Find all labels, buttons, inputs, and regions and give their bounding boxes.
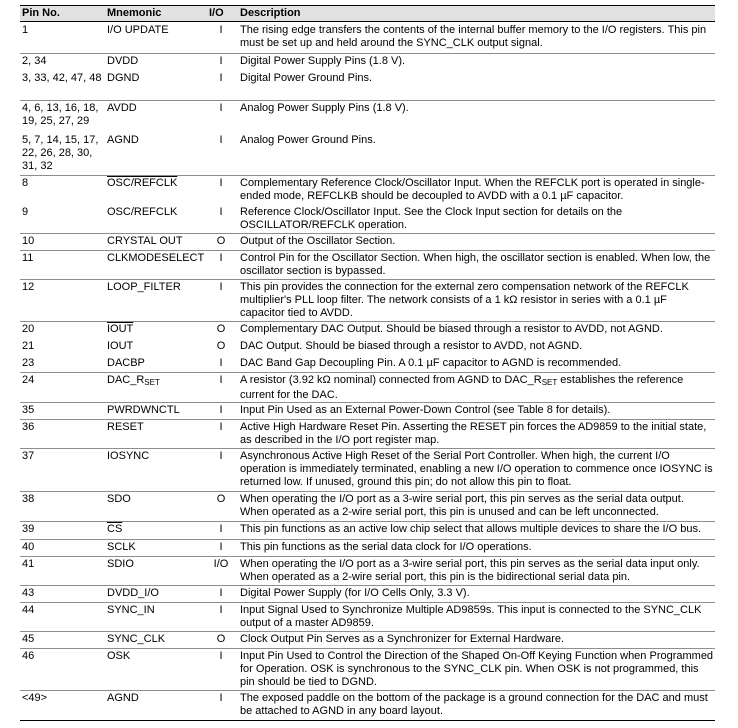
io-type: I/O — [213, 558, 229, 570]
mnemonic: AGND — [107, 692, 139, 704]
mnemonic: SYNC_IN — [107, 604, 155, 616]
table-row — [20, 134, 715, 176]
table-row — [20, 450, 715, 492]
io-type: I — [219, 281, 223, 293]
pin-number: 11 — [22, 252, 34, 264]
mnemonic: SDO — [107, 493, 131, 505]
description: This pin functions as an active low chip select that allows multiple devices to share the I/O bus. — [240, 523, 702, 535]
io-type: I — [219, 650, 223, 662]
io-type: I — [219, 523, 223, 535]
pin-number: 4, 6, 13, 16, 18, 19, 25, 27, 29 — [22, 102, 99, 127]
table-row — [20, 493, 715, 522]
table-row — [20, 357, 715, 373]
table-row — [20, 558, 715, 586]
description: Input Signal Used to Synchronize Multiple AD9859s. This input is connected to the SYNC_CLK output of a master AD9859. — [240, 604, 702, 629]
description: The exposed paddle on the bottom of the package is a ground connection for the DAC and must be attached to AGND in any board layout. — [240, 692, 708, 717]
table-row — [20, 55, 715, 70]
mnemonic: DVDD_I/O — [107, 587, 159, 599]
pin-number: 1 — [22, 24, 29, 36]
description: Control Pin for the Oscillator Section. When high, the oscillator section is enabled. When low, the oscillator section is bypassed. — [240, 252, 711, 277]
table-row — [20, 177, 715, 204]
header-mnemonic: Mnemonic — [107, 7, 162, 19]
io-type: I — [219, 102, 223, 114]
mnemonic: DACBP — [107, 357, 145, 369]
mnemonic: $\overline{CS}$ — [107, 523, 123, 535]
pin-number: 36 — [22, 421, 35, 433]
pin-number: 12 — [22, 281, 35, 293]
table-row — [20, 604, 715, 632]
table-row — [20, 541, 715, 557]
pin-number: 21 — [22, 340, 35, 352]
mnemonic: AGND — [107, 134, 139, 146]
description: This pin functions as the serial data clock for I/O operations. — [240, 541, 532, 553]
table-row — [20, 24, 715, 54]
description: Complementary DAC Output. Should be biased through a resistor to AVDD, not AGND. — [240, 323, 663, 335]
io-type: O — [216, 493, 226, 505]
mnemonic: AVDD — [107, 102, 137, 114]
io-type: I — [219, 404, 223, 416]
description: Complementary Reference Clock/Oscillator Input. When the REFCLK port is operated in single-ended mode, REFCLKB should be decoupled to AVDD with a 0.1 µF capacitor. — [240, 177, 705, 202]
mnemonic: CRYSTAL OUT — [107, 235, 183, 247]
mnemonic: RESET — [107, 421, 144, 433]
table-row — [20, 235, 715, 251]
description: When operating the I/O port as a 3-wire serial port, this pin serves as the serial data output. When operated as a 2-wire serial port, this pin is unused and can be left unconnected. — [240, 493, 684, 518]
mnemonic: DGND — [107, 72, 140, 84]
pin-number: 10 — [22, 235, 35, 247]
io-type: I — [219, 357, 223, 369]
description: Analog Power Supply Pins (1.8 V). — [240, 102, 409, 114]
table-row — [20, 340, 715, 355]
io-type: O — [216, 323, 226, 335]
mnemonic: DVDD — [107, 55, 139, 67]
io-type: I — [219, 177, 223, 189]
mnemonic: IOUT — [107, 323, 134, 335]
pin-number: 44 — [22, 604, 35, 616]
table-row — [20, 252, 715, 280]
description: Active High Hardware Reset Pin. Asserting the RESET pin forces the AD9859 to the initial state, as described in the I/O port register map. — [240, 421, 707, 446]
mnemonic: OSK — [107, 650, 131, 662]
mnemonic: SCLK — [107, 541, 136, 553]
table-row — [20, 102, 715, 132]
cropped-caption-fragment — [20, 0, 720, 1]
io-type: O — [216, 340, 226, 352]
pin-number: 20 — [22, 323, 35, 335]
pin-number: 45 — [22, 633, 35, 645]
description: DAC Band Gap Decoupling Pin. A 0.1 µF capacitor to AGND is recommended. — [240, 357, 622, 369]
table-bottom-rule — [20, 720, 715, 721]
description: The rising edge transfers the contents of the internal buffer memory to the I/O registers. This pin must be set up and held around the SYNC_CLK output signal. — [240, 24, 707, 49]
description: Digital Power Supply Pins (1.8 V). — [240, 55, 406, 67]
pin-number: 39 — [22, 523, 35, 535]
mnemonic: IOSYNC — [107, 450, 150, 462]
pin-number: 46 — [22, 650, 35, 662]
table-row — [20, 72, 715, 101]
io-type: I — [219, 134, 223, 146]
table-row — [20, 206, 715, 234]
io-type: O — [216, 633, 226, 645]
io-type: I — [219, 72, 223, 84]
mnemonic: OSC/REFCLK — [107, 206, 178, 218]
pin-number: 43 — [22, 587, 35, 599]
mnemonic: CLKMODESELECT — [107, 252, 205, 264]
header-pin-no: Pin No. — [22, 7, 60, 19]
io-type: I — [219, 252, 223, 264]
description: A resistor (3.92 kΩ nominal) connected from AGND to DAC_RSET establishes the reference current for the DAC. — [240, 374, 684, 401]
pin-number: <49> — [22, 692, 48, 704]
table-row — [20, 281, 715, 322]
description: Input Pin Used to Control the Direction of the Shaped On-Off Keying Function when Programmed for Operation. OSK is synchronous to the SYNC_CLK pin. When OSK is not programmed, this pin should be tied to DGND. — [240, 650, 714, 688]
io-type: I — [219, 604, 223, 616]
description: Clock Output Pin Serves as a Synchronizer for External Hardware. — [240, 633, 565, 645]
mnemonic: DAC_RSET — [107, 374, 160, 387]
description: Input Pin Used as an External Power-Down Control (see Table 8 for details). — [240, 404, 611, 416]
pin-number: 23 — [22, 357, 35, 369]
pin-number: 9 — [22, 206, 29, 218]
io-type: I — [219, 541, 223, 553]
table-header — [20, 5, 715, 22]
table-row — [20, 633, 715, 649]
pin-number: 38 — [22, 493, 35, 505]
description: Reference Clock/Oscillator Input. See the Clock Input section for details on the OSCILLATOR/REFCLK operation. — [240, 206, 623, 231]
pin-number: 40 — [22, 541, 35, 553]
table-row — [20, 404, 715, 420]
mnemonic: OSC/REFCLK — [107, 177, 178, 189]
description: Digital Power Supply (for I/O Cells Only, 3.3 V). — [240, 587, 470, 599]
header-io: I/O — [209, 7, 224, 19]
mnemonic: PWRDWNCTL — [107, 404, 180, 416]
mnemonic: LOOP_FILTER — [107, 281, 181, 293]
table-row — [20, 323, 715, 338]
table-row — [20, 692, 715, 721]
pin-number: 41 — [22, 558, 35, 570]
io-type: I — [219, 206, 223, 218]
io-type: O — [216, 235, 226, 247]
io-type: I — [219, 374, 223, 386]
io-type: I — [219, 421, 223, 433]
io-type: I — [219, 692, 223, 704]
pin-number: 24 — [22, 374, 35, 386]
description: Output of the Oscillator Section. — [240, 235, 396, 247]
table-row — [20, 523, 715, 540]
description: Analog Power Ground Pins. — [240, 134, 376, 146]
pin-number: 5, 7, 14, 15, 17, 22, 26, 28, 30, 31, 32 — [22, 134, 99, 172]
description: Asynchronous Active High Reset of the Serial Port Controller. When high, the current I/O operation is immediately terminated, enabling a new I/O operation to commence once IOSYNC is returned low. If unused, ground this pin; do not allow this pin to float. — [240, 450, 713, 488]
table-row — [20, 650, 715, 691]
description: This pin provides the connection for the external zero compensation network of the REFCLK multiplier's PLL loop filter. The network consists of a 1 kΩ resistor in series with a 0.1 µF capacitor tied to AVDD. — [240, 281, 689, 319]
pin-number: 37 — [22, 450, 35, 462]
table-row — [20, 374, 715, 403]
mnemonic: SYNC_CLK — [107, 633, 166, 645]
header-description: Description — [240, 7, 301, 19]
io-type: I — [219, 24, 223, 36]
io-type: I — [219, 587, 223, 599]
pin-number: 2, 34 — [22, 55, 47, 67]
io-type: I — [219, 55, 223, 67]
mnemonic: SDIO — [107, 558, 134, 570]
pin-number: 8 — [22, 177, 29, 189]
table-row — [20, 587, 715, 603]
description: Digital Power Ground Pins. — [240, 72, 373, 84]
table-row — [20, 421, 715, 449]
pin-number: 35 — [22, 404, 35, 416]
io-type: I — [219, 450, 223, 462]
pin-number: 3, 33, 42, 47, 48 — [22, 72, 102, 84]
mnemonic: IOUT — [107, 340, 134, 352]
description: DAC Output. Should be biased through a resistor to AVDD, not AGND. — [240, 340, 583, 352]
description: When operating the I/O port as a 3-wire serial port, this pin serves as the serial data input only. When operated as a 2-wire serial port, this pin is the bidirectional serial data pin. — [240, 558, 700, 583]
mnemonic: I/O UPDATE — [107, 24, 169, 36]
